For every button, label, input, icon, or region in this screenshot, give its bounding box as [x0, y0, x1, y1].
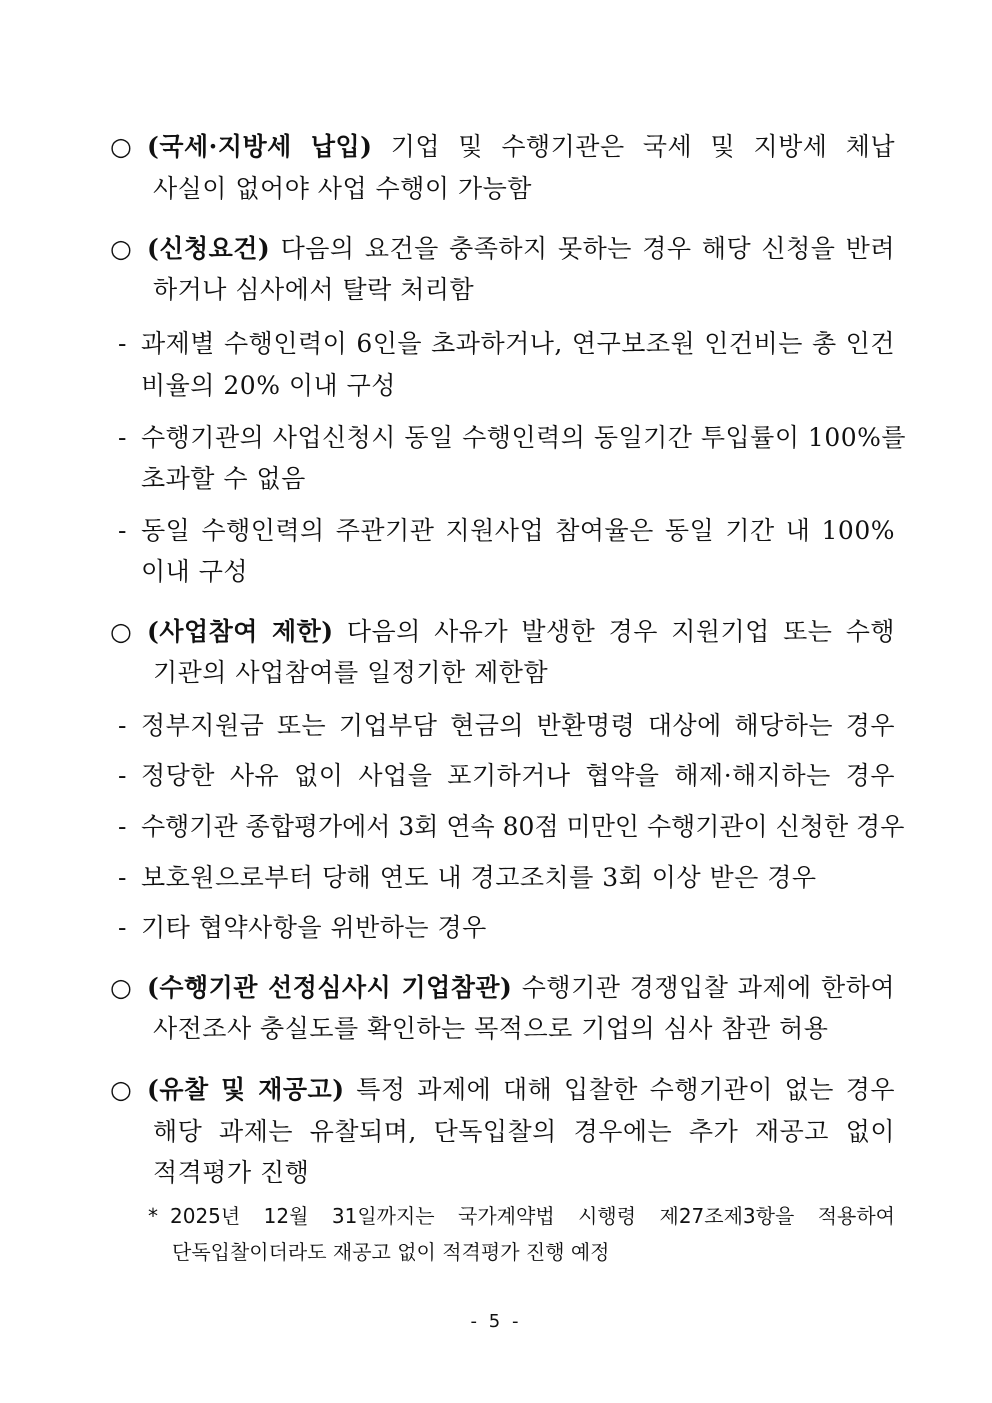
section-5-note-line-1: 2025년 12월 31일까지는 국가계약법 시행령 제27조제3항을 적용하여	[170, 1204, 895, 1228]
section-3-line-2: 기관의 사업참여를 일정기한 제한함	[153, 658, 549, 687]
section-2-line-2: 하거나 심사에서 탈락 처리함	[153, 275, 475, 304]
section-5-line-2: 해당 과제는 유찰되며, 단독입찰의 경우에는 추가 재공고 없이	[153, 1117, 895, 1146]
section-4-text: 수행기관 경쟁입찰 과제에 한하여	[512, 973, 896, 1002]
section-1-line-1	[147, 131, 895, 163]
sub-item-marker: -	[118, 711, 127, 740]
page-number: - 5 -	[470, 1311, 522, 1332]
section-4-title: (수행기관 선정심사시 기업참관)	[147, 973, 513, 1002]
section-marker: ○	[110, 132, 133, 161]
section-5-line-3: 적격평가 진행	[153, 1158, 310, 1187]
section-marker: ○	[110, 1075, 133, 1104]
section-3-item-1: 정부지원금 또는 기업부담 현금의 반환명령 대상에 해당하는 경우	[141, 711, 895, 740]
sub-item-marker: -	[118, 812, 127, 841]
section-3-line-1	[147, 616, 895, 648]
sub-item-marker: -	[118, 423, 127, 452]
section-2-item-3-line-1: 동일 수행인력의 주관기관 지원사업 참여율은 동일 기간 내 100%	[141, 516, 895, 545]
section-2-item-1-line-2: 비율의 20% 이내 구성	[141, 371, 396, 400]
section-4-line-2: 사전조사 충실도를 확인하는 목적으로 기업의 심사 참관 허용	[153, 1014, 829, 1043]
section-1-line-2: 사실이 없어야 사업 수행이 가능함	[153, 174, 532, 203]
section-1-text: 기업 및 수행기관은 국세 및 지방세 체납	[372, 132, 896, 161]
section-2-title: (신청요건)	[147, 234, 271, 263]
section-marker: ○	[110, 617, 133, 646]
section-3-title: (사업참여 제한)	[147, 617, 334, 646]
section-2-item-3-line-2: 이내 구성	[141, 557, 249, 586]
section-5-text: 특정 과제에 대해 입찰한 수행기관이 없는 경우	[344, 1075, 895, 1104]
section-5-title: (유찰 및 재공고)	[147, 1075, 345, 1104]
section-3-item-4: 보호원으로부터 당해 연도 내 경고조치를 3회 이상 받은 경우	[141, 863, 817, 892]
section-1-title: (국세·지방세 납입)	[147, 132, 373, 161]
sub-item-marker: -	[118, 329, 127, 358]
section-2-item-2-line-1: 수행기관의 사업신청시 동일 수행인력의 동일기간 투입률이 100%를	[141, 423, 907, 452]
note-marker: *	[148, 1204, 158, 1228]
sub-item-marker: -	[118, 913, 127, 942]
section-3-item-5: 기타 협약사항을 위반하는 경우	[141, 913, 487, 942]
section-2-item-2-line-2: 초과할 수 없음	[141, 464, 306, 493]
sub-item-marker: -	[118, 863, 127, 892]
section-5-note-line-2: 단독입찰이더라도 재공고 없이 적격평가 진행 예정	[172, 1240, 610, 1264]
section-3-text: 다음의 사유가 발생한 경우 지원기업 또는 수행	[333, 617, 895, 646]
section-3-item-3: 수행기관 종합평가에서 3회 연속 80점 미만인 수행기관이 신청한 경우	[141, 812, 905, 841]
section-2-text: 다음의 요건을 충족하지 못하는 경우 해당 신청을 반려	[270, 234, 895, 263]
section-2-line-1	[147, 233, 895, 265]
sub-item-marker: -	[118, 761, 127, 790]
section-3-item-2: 정당한 사유 없이 사업을 포기하거나 협약을 해제·해지하는 경우	[141, 761, 895, 790]
section-marker: ○	[110, 234, 133, 263]
section-2-item-1-line-1: 과제별 수행인력이 6인을 초과하거나, 연구보조원 인건비는 총 인건	[141, 329, 895, 358]
section-marker: ○	[110, 973, 133, 1002]
sub-item-marker: -	[118, 516, 127, 545]
section-4-line-1	[147, 972, 895, 1004]
section-5-line-1	[147, 1074, 895, 1106]
